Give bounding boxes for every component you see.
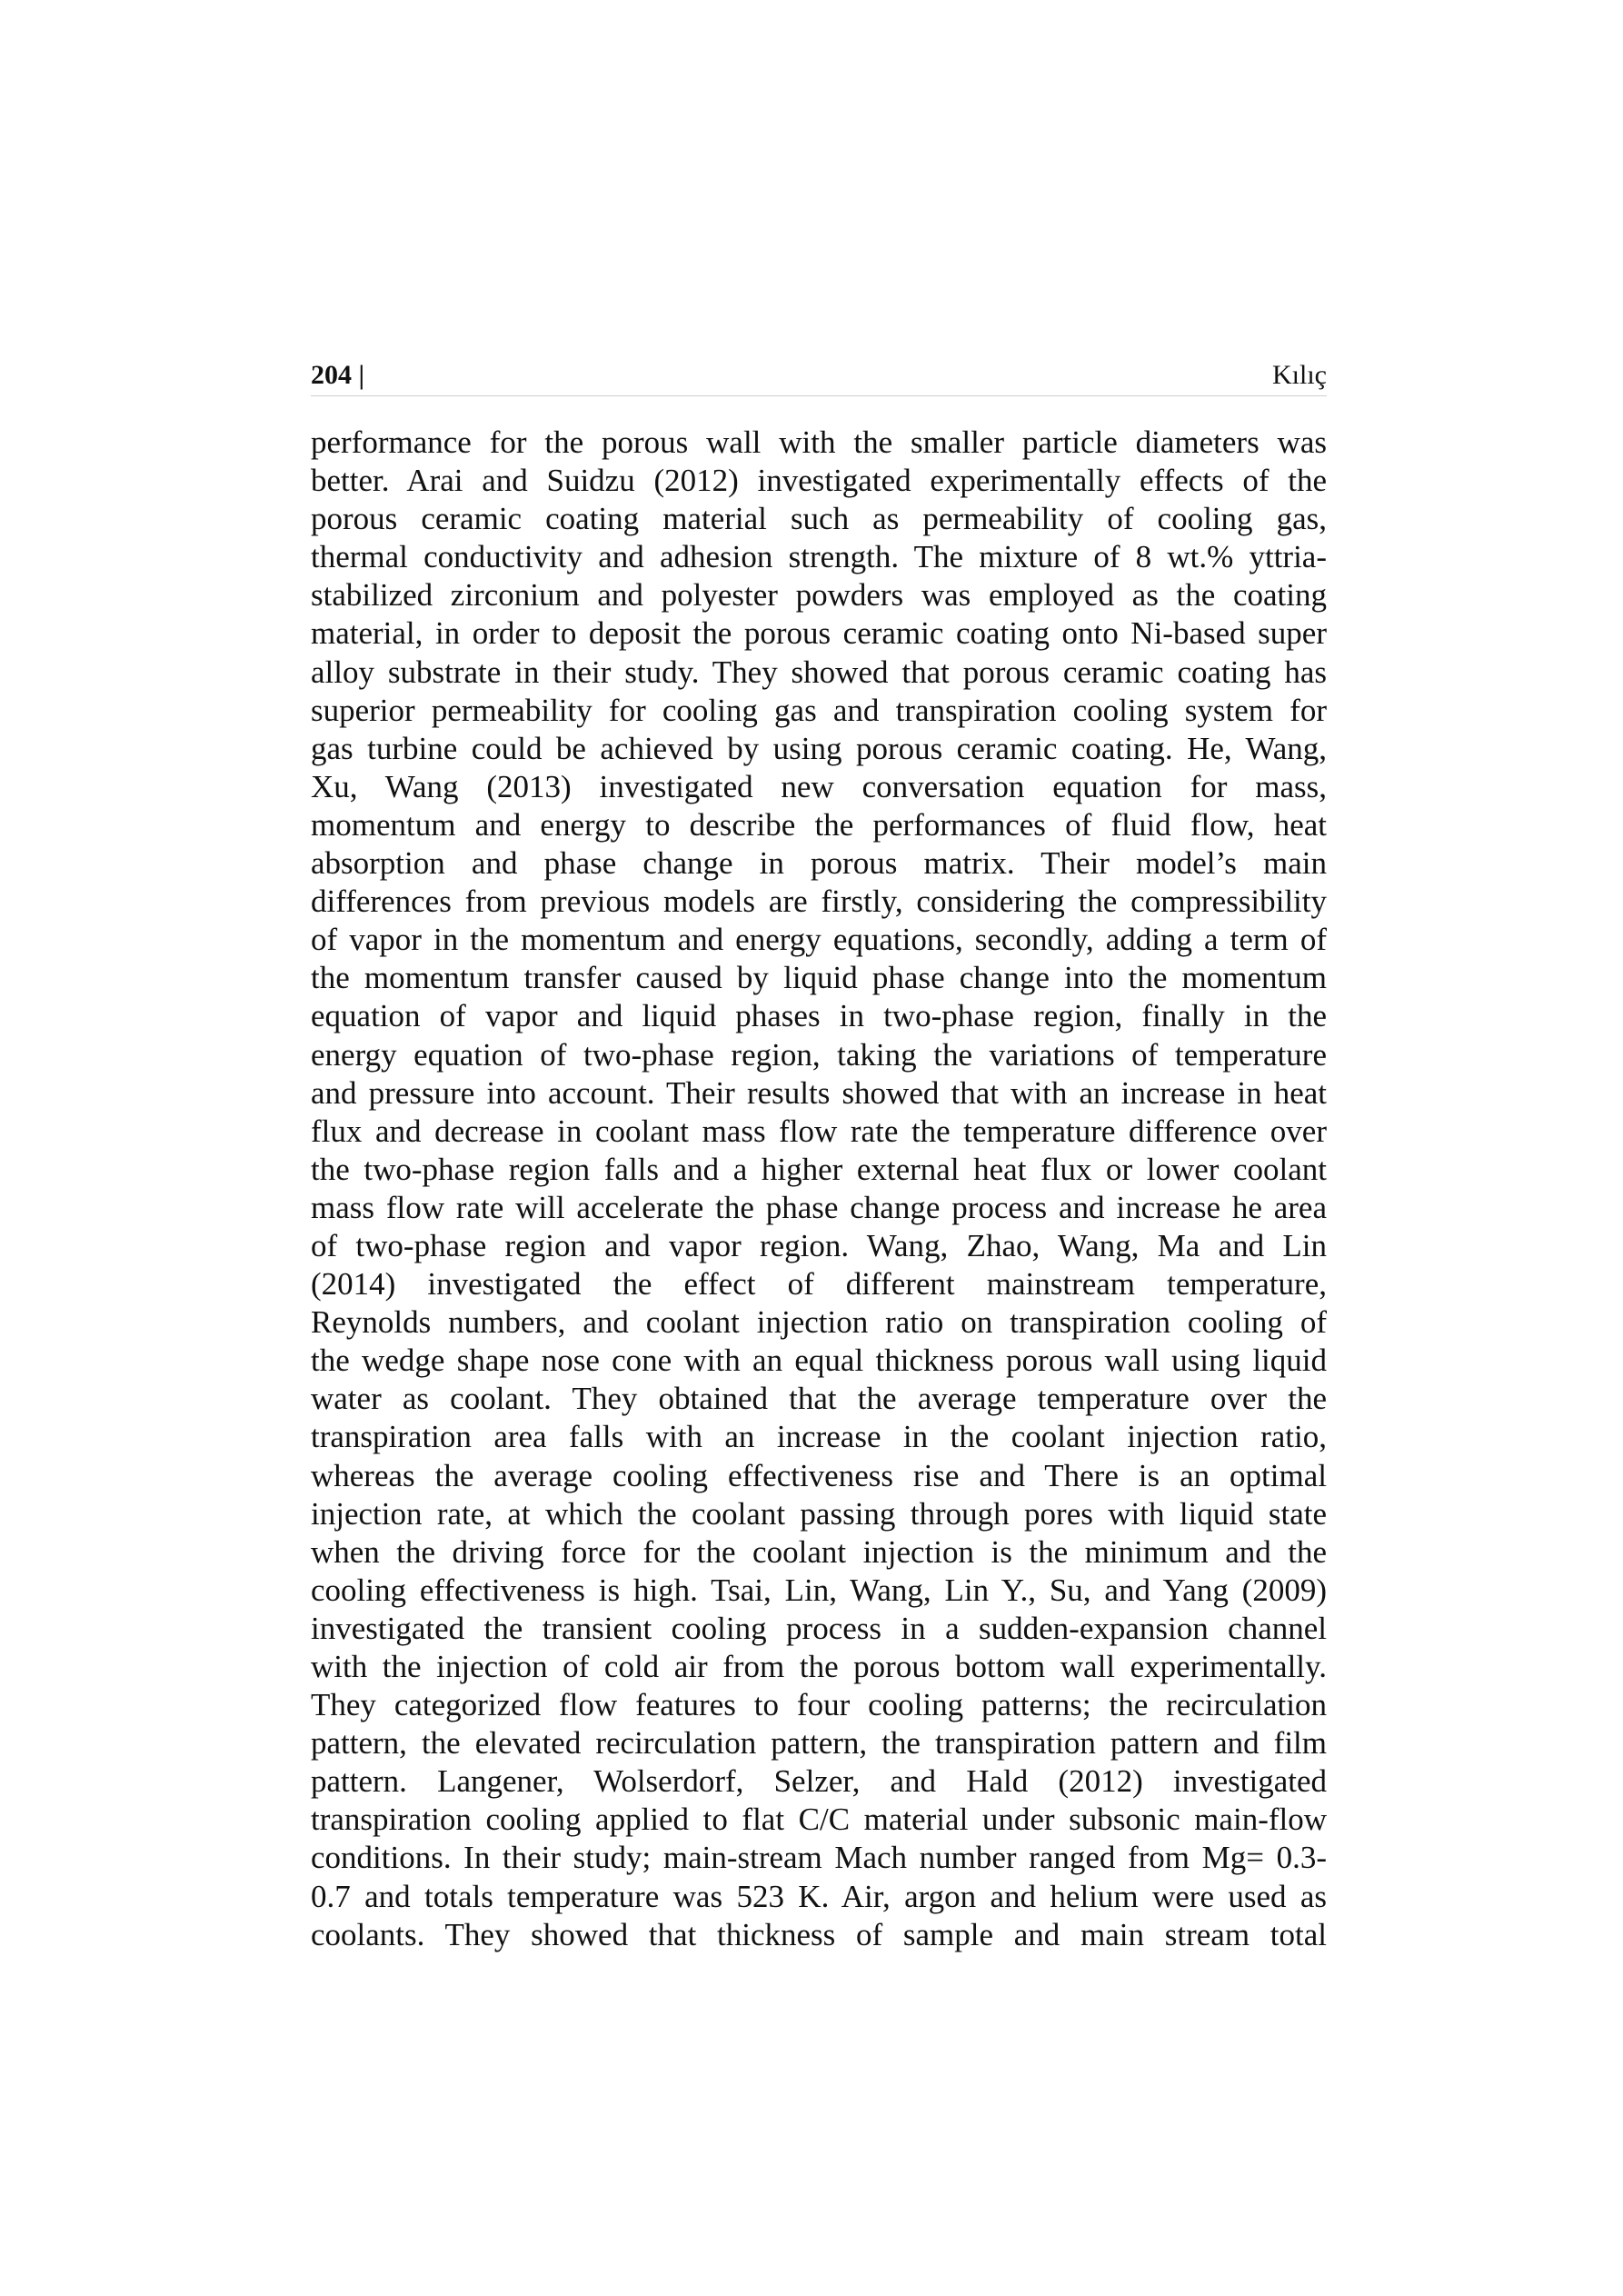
text-line: stabilized zirconium and polyester powders was employed as the coating [311,577,1327,614]
text-line: alloy substrate in their study. They showed that porous ceramic coating has [311,654,1327,690]
text-line: differences from previous models are firstly, considering the compressibility [311,883,1327,920]
text-line: transpiration area falls with an increase in the coolant injection ratio, [311,1419,1327,1455]
text-line: the momentum transfer caused by liquid phase change into the momentum [311,960,1327,996]
text-line: 0.7 and totals temperature was 523 K. Air, argon and helium were used as [311,1878,1327,1914]
text-line: and pressure into account. Their results showed that with an increase in heat [311,1074,1327,1111]
page-number: 204 | [311,360,365,390]
text-line: of two-phase region and vapor region. Wang, Zhao, Wang, Ma and Lin [311,1227,1327,1263]
text-line: (2014) investigated the effect of different mainstream temperature, [311,1266,1327,1303]
text-line: material, in order to deposit the porous ceramic coating onto Ni-based super [311,615,1327,652]
text-line: Reynolds numbers, and coolant injection ratio on transpiration cooling of [311,1304,1327,1341]
text-line: injection rate, at which the coolant passing through pores with liquid state [311,1495,1327,1532]
text-line: with the injection of cold air from the porous bottom wall experimentally. [311,1649,1327,1684]
running-head-author: Kılıç [1272,360,1327,390]
text-line: energy equation of two-phase region, taking the variations of temperature [311,1036,1327,1073]
text-line: the two-phase region falls and a higher external heat flux or lower coolant [311,1151,1327,1187]
text-line: water as coolant. They obtained that the average temperature over the [311,1381,1327,1417]
text-line: flux and decrease in coolant mass flow rate the temperature difference over [311,1113,1327,1149]
text-line: conditions. In their study; main-stream Mach number ranged from Mg= 0.3- [311,1840,1327,1876]
text-line: Xu, Wang (2013) investigated new conversation equation for mass, [311,768,1327,804]
text-line: mass flow rate will accelerate the phase change process and increase he area [311,1189,1327,1225]
text-line: of vapor in the momentum and energy equations, secondly, adding a term of [311,922,1327,958]
text-line: better. Arai and Suidzu (2012) investigated experimentally effects of the [311,463,1327,499]
text-line: pattern, the elevated recirculation pattern, the transpiration pattern and film [311,1725,1327,1762]
text-line: pattern. Langener, Wolserdorf, Selzer, and Hald (2012) investigated [311,1763,1327,1800]
text-line: whereas the average cooling effectiveness rise and There is an optimal [311,1457,1327,1493]
text-line: transpiration cooling applied to flat C/C material under subsonic main-flow [311,1802,1327,1838]
text-line: investigated the transient cooling process in a sudden-expansion channel [311,1610,1327,1646]
page-header [311,356,1327,396]
text-line: They categorized flow features to four cooling patterns; the recirculation [311,1687,1327,1723]
body-paragraph [311,424,1327,1954]
text-line: porous ceramic coating material such as permeability of cooling gas, [311,501,1327,537]
text-line: equation of vapor and liquid phases in two-phase region, finally in the [311,998,1327,1034]
text-line: absorption and phase change in porous matrix. Their model’s main [311,845,1327,882]
text-line: the wedge shape nose cone with an equal thickness porous wall using liquid [311,1343,1327,1379]
text-line: thermal conductivity and adhesion strength. The mixture of 8 wt.% yttria- [311,539,1327,575]
text-line: momentum and energy to describe the performances of fluid flow, heat [311,806,1327,843]
text-line: when the driving force for the coolant injection is the minimum and the [311,1533,1327,1570]
text-line: performance for the porous wall with the smaller particle diameters was [311,424,1327,460]
text-line: coolants. They showed that thickness of sample and main stream total [311,1916,1327,1952]
text-line: gas turbine could be achieved by using porous ceramic coating. He, Wang, [311,730,1327,766]
text-line: cooling effectiveness is high. Tsai, Lin, Wang, Lin Y., Su, and Yang (2009) [311,1572,1327,1608]
text-line: superior permeability for cooling gas and transpiration cooling system for [311,692,1327,728]
